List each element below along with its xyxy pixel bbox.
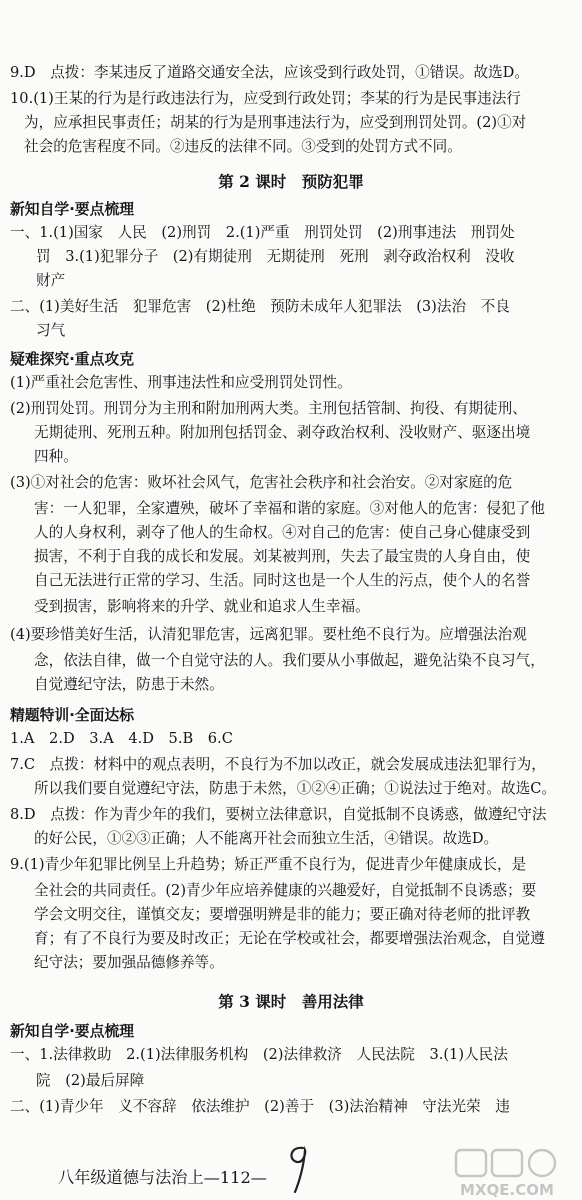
answer-line: 全社会的共同责任。(2)青少年应培养健康的兴趣爱好，自觉抵制不良诱惑；要	[34, 882, 537, 899]
answer-line: 一、1.法律救助 2.(1)法律服务机构 (2)法律救济 人民法院 3.(1)人民法	[10, 1046, 508, 1063]
answer-line: 所以我们要自觉遵纪守法，防患于未然，①②④正确；①说法过于绝对。故选C。	[34, 780, 556, 797]
answer-line: 10.(1)王某的行为是行政违法行为，应受到行政处罚；李某的行为是民事违法行	[10, 90, 521, 107]
answer-line: 害：一人犯罪，全家遭殃，破坏了幸福和谐的家庭。③对他人的危害：侵犯了他	[34, 500, 545, 517]
answer-line: 9.(1)青少年犯罪比例呈上升趋势；矫正严重不良行为，促进青少年健康成长，是	[10, 856, 527, 873]
answer-line: 育；有了不良行为要及时改正；无论在学校或社会，都要增强法治观念，自觉遵	[34, 930, 545, 947]
answer-line: 无期徒刑、死刑五种。附加刑包括罚金、剥夺政治权利、没收财产、驱逐出境	[34, 424, 531, 441]
section-heading: 疑难探究·重点攻克	[10, 351, 134, 368]
answer-line: 受到损害，影响将来的升学、就业和追求人生幸福。	[34, 598, 370, 615]
answer-line: 院 (2)最后屏障	[36, 1072, 145, 1089]
section-heading: 精题特训·全面达标	[10, 707, 134, 724]
answer-line: 学会文明交往，谨慎交友；要增强明辨是非的能力；要正确对待老师的批评教	[34, 906, 531, 923]
answer-line: 念，依法自律，做一个自觉守法的人。我们要从小事做起，避免沾染不良习气，	[34, 652, 545, 669]
section-heading: 新知自学·要点梳理	[10, 201, 134, 218]
answer-line: 二、(1)青少年 义不容辞 依法维护 (2)善于 (3)法治精神 守法光荣 违	[10, 1098, 510, 1115]
answer-line: 四种。	[34, 448, 78, 465]
answer-line: 罚 3.(1)犯罪分子 (2)有期徒刑 无期徒刑 死刑 剥夺政治权利 没收	[36, 248, 515, 265]
svg-text:MXQE.COM: MXQE.COM	[460, 1181, 554, 1198]
answer-line: 8.D 点拨：作为青少年的我们，要树立法律意识，自觉抵制不良诱惑，做遵纪守法	[10, 806, 547, 823]
answer-line: (2)刑罚处罚。刑罚分为主刑和附加刑两大类。主刑包括管制、拘役、有期徒刑、	[10, 400, 527, 417]
answer-line: 7.C 点拨：材料中的观点表明，不良行为不加以改正，就会发展成违法犯罪行为，	[10, 756, 546, 773]
answer-line: 自己无法进行正常的学习、生活。同时这也是一个人生的污点，使个人的名誉	[34, 572, 531, 589]
answer-line: 一、1.(1)国家 人民 (2)刑罚 2.(1)严重 刑罚处罚 (2)刑事违法 刑罚处	[10, 224, 515, 241]
answer-line: 社会的危害程度不同。②违反的法律不同。③受到的处罚方式不同。	[24, 138, 462, 155]
answer-line: 二、(1)美好生活 犯罪危害 (2)杜绝 预防未成年人犯罪法 (3)法治 不良	[10, 298, 510, 315]
answer-line: (4)要珍惜美好生活，认清犯罪危害，远离犯罪。要杜绝不良行为。应增强法治观	[10, 626, 527, 643]
answer-line: 的好公民，①②③正确；人不能离开社会而独立生活，④错误。故选D。	[34, 830, 499, 847]
page-footer: 八年级道德与法治上—112—	[58, 1168, 267, 1187]
answer-line: 1.A 2.D 3.A 4.D 5.B 6.C	[10, 730, 233, 747]
answer-line: 财产	[36, 272, 66, 289]
answer-line: 自觉遵纪守法，防患于未然。	[34, 676, 224, 693]
answer-line: 纪守法；要加强品德修养等。	[34, 954, 224, 971]
answer-line: 习气	[36, 322, 66, 339]
handwritten-mark	[284, 1140, 312, 1196]
answer-line: (3)①对社会的危害：败坏社会风气，危害社会秩序和社会治安。②对家庭的危	[10, 474, 513, 491]
answer-line: 人的人身权利，剥夺了他人的生命权。④对自己的危害：使自己身心健康受到	[34, 524, 531, 541]
watermark-logo	[452, 1146, 572, 1198]
lesson-title: 第 3 课时 善用法律	[218, 992, 364, 1011]
answer-line: 9.D 点拨：李某违反了道路交通安全法，应该受到行政处罚，①错误。故选D。	[10, 64, 529, 81]
answer-line: (1)严重社会危害性、刑事违法性和应受刑罚处罚性。	[10, 374, 352, 391]
section-heading: 新知自学·要点梳理	[10, 1023, 134, 1040]
lesson-title: 第 2 课时 预防犯罪	[218, 172, 364, 191]
answer-line: 损害，不利于自我的成长和发展。刘某被判刑，失去了最宝贵的人身自由，使	[34, 548, 531, 565]
answer-line: 为，应承担民事责任；胡某的行为是刑事违法行为，应受到刑罚处罚。(2)①对	[24, 114, 527, 131]
